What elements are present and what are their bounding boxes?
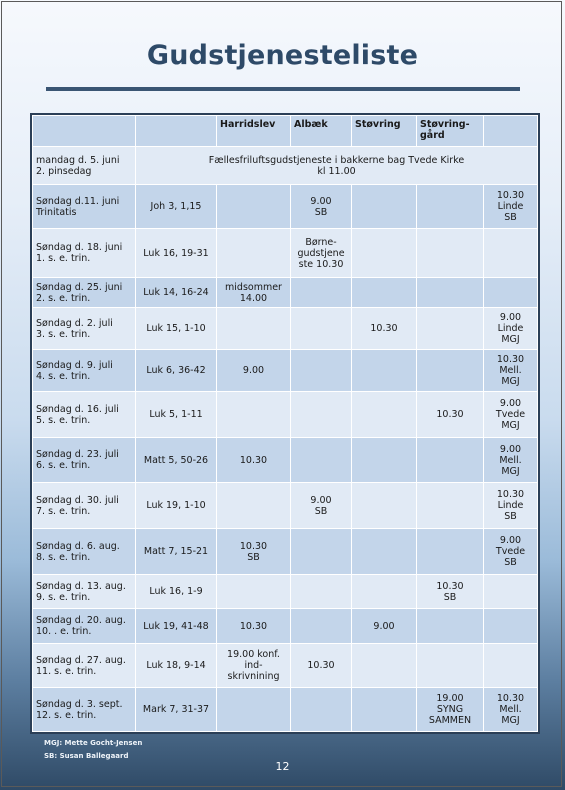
table-row: [33, 644, 538, 688]
row-text: Luk 18, 9-14: [136, 644, 217, 688]
cell-albaek: [291, 529, 352, 575]
cell-albaek: Børne- gudstjene ste 10.30: [291, 229, 352, 278]
table-row: [33, 575, 538, 609]
cell-albaek: 9.00 SB: [291, 185, 352, 229]
cell-albaek: 10.30: [291, 644, 352, 688]
page-title: Gudstjenesteliste: [146, 40, 419, 71]
row-text: Luk 14, 16-24: [136, 278, 217, 308]
cell-stovring: [352, 350, 417, 392]
cell-stovring: [352, 575, 417, 609]
cell-stovring: 9.00: [352, 609, 417, 644]
cell-albaek: [291, 392, 352, 438]
cell-last: [484, 609, 538, 644]
cell-stovringgaard: 10.30: [417, 392, 484, 438]
row-date: Søndag d. 20. aug. 10. . e. trin.: [33, 609, 136, 644]
cell-last: 9.00 Linde MGJ: [484, 308, 538, 350]
row-date: Søndag d. 9. juli 4. s. e. trin.: [33, 350, 136, 392]
cell-last: 10.30 Mell. MGJ: [484, 350, 538, 392]
cell-harridslev: [217, 575, 291, 609]
cell-harridslev: [217, 483, 291, 529]
cell-last: 9.00 Tvede SB: [484, 529, 538, 575]
cell-harridslev: [217, 185, 291, 229]
cell-stovring: [352, 688, 417, 732]
footnote-mgj: MGJ: Mette Gocht-Jensen: [44, 739, 143, 747]
header-text: [136, 116, 217, 147]
row-text: Luk 19, 1-10: [136, 483, 217, 529]
row-date: Søndag d. 6. aug. 8. s. e. trin.: [33, 529, 136, 575]
row-text: Matt 5, 50-26: [136, 438, 217, 483]
cell-stovring: [352, 278, 417, 308]
cell-albaek: [291, 308, 352, 350]
table-row: [33, 350, 538, 392]
cell-stovringgaard: [417, 609, 484, 644]
header-stovring: Støvring: [352, 116, 417, 147]
cell-harridslev: [217, 308, 291, 350]
cell-last: 9.00 Tvede MGJ: [484, 392, 538, 438]
table-row: [33, 229, 538, 278]
header-albaek: Albæk: [291, 116, 352, 147]
row-text: Luk 16, 19-31: [136, 229, 217, 278]
cell-last: [484, 278, 538, 308]
row-date: Søndag d.11. juni Trinitatis: [33, 185, 136, 229]
cell-albaek: [291, 278, 352, 308]
header-last: [484, 116, 538, 147]
row-date: Søndag d. 13. aug. 9. s. e. trin.: [33, 575, 136, 609]
table-header-row: [33, 116, 538, 147]
cell-albaek: [291, 575, 352, 609]
cell-stovring: [352, 392, 417, 438]
table-row: [33, 438, 538, 483]
row-text: Luk 19, 41-48: [136, 609, 217, 644]
table-row: [33, 483, 538, 529]
cell-albaek: [291, 350, 352, 392]
cell-stovring: [352, 229, 417, 278]
cell-last: 10.30 Mell. MGJ: [484, 688, 538, 732]
special-row: [33, 147, 538, 185]
cell-stovringgaard: [417, 644, 484, 688]
row-text: Luk 16, 1-9: [136, 575, 217, 609]
cell-last: [484, 575, 538, 609]
cell-harridslev: 10.30: [217, 609, 291, 644]
header-date: [33, 116, 136, 147]
row-date: Søndag d. 18. juni 1. s. e. trin.: [33, 229, 136, 278]
row-date: Søndag d. 30. juli 7. s. e. trin.: [33, 483, 136, 529]
cell-stovring: [352, 644, 417, 688]
cell-stovringgaard: [417, 483, 484, 529]
cell-stovring: [352, 438, 417, 483]
cell-harridslev: midsommer 14.00: [217, 278, 291, 308]
cell-albaek: [291, 688, 352, 732]
table-row: [33, 308, 538, 350]
cell-harridslev: [217, 392, 291, 438]
cell-harridslev: [217, 688, 291, 732]
table-row: [33, 529, 538, 575]
cell-harridslev: 10.30: [217, 438, 291, 483]
cell-stovring: [352, 529, 417, 575]
table-row: [33, 278, 538, 308]
cell-stovringgaard: [417, 438, 484, 483]
table-row: [33, 185, 538, 229]
cell-albaek: [291, 609, 352, 644]
row-text: Matt 7, 15-21: [136, 529, 217, 575]
page-number: 12: [275, 760, 290, 773]
cell-last: 10.30 Linde SB: [484, 483, 538, 529]
header-harridslev: Harridslev: [217, 116, 291, 147]
row-text: Mark 7, 31-37: [136, 688, 217, 732]
cell-last: [484, 644, 538, 688]
cell-stovringgaard: 19.00 SYNG SAMMEN: [417, 688, 484, 732]
special-row-text: Fællesfriluftsgudstjeneste i bakkerne bag Tvede Kirke kl 11.00: [136, 147, 538, 185]
header-stovringgaard: Støvring- gård: [417, 116, 484, 147]
cell-stovringgaard: [417, 278, 484, 308]
cell-albaek: [291, 438, 352, 483]
row-date: Søndag d. 16. juli 5. s. e. trin.: [33, 392, 136, 438]
row-text: Joh 3, 1,15: [136, 185, 217, 229]
cell-stovringgaard: [417, 308, 484, 350]
title-underline: [46, 87, 520, 91]
row-date: Søndag d. 25. juni 2. s. e. trin.: [33, 278, 136, 308]
cell-stovringgaard: [417, 185, 484, 229]
cell-stovring: 10.30: [352, 308, 417, 350]
row-date: Søndag d. 2. juli 3. s. e. trin.: [33, 308, 136, 350]
cell-last: 9.00 Mell. MGJ: [484, 438, 538, 483]
special-row-date: mandag d. 5. juni 2. pinsedag: [33, 147, 136, 185]
cell-harridslev: 9.00: [217, 350, 291, 392]
cell-albaek: 9.00 SB: [291, 483, 352, 529]
cell-last: [484, 229, 538, 278]
cell-harridslev: 19.00 konf. ind- skrivnining: [217, 644, 291, 688]
cell-harridslev: [217, 229, 291, 278]
row-date: Søndag d. 3. sept. 12. s. e. trin.: [33, 688, 136, 732]
cell-stovring: [352, 185, 417, 229]
cell-stovringgaard: [417, 529, 484, 575]
cell-harridslev: 10.30 SB: [217, 529, 291, 575]
row-date: Søndag d. 23. juli 6. s. e. trin.: [33, 438, 136, 483]
table-row: [33, 688, 538, 732]
cell-last: 10.30 Linde SB: [484, 185, 538, 229]
cell-stovringgaard: [417, 350, 484, 392]
cell-stovringgaard: [417, 229, 484, 278]
row-text: Luk 6, 36-42: [136, 350, 217, 392]
cell-stovringgaard: 10.30 SB: [417, 575, 484, 609]
table-row: [33, 609, 538, 644]
service-schedule-table: [32, 115, 538, 732]
table-row: [33, 392, 538, 438]
row-text: Luk 15, 1-10: [136, 308, 217, 350]
row-date: Søndag d. 27. aug. 11. s. e. trin.: [33, 644, 136, 688]
row-text: Luk 5, 1-11: [136, 392, 217, 438]
cell-stovring: [352, 483, 417, 529]
footnote-sb: SB: Susan Ballegaard: [44, 752, 129, 760]
